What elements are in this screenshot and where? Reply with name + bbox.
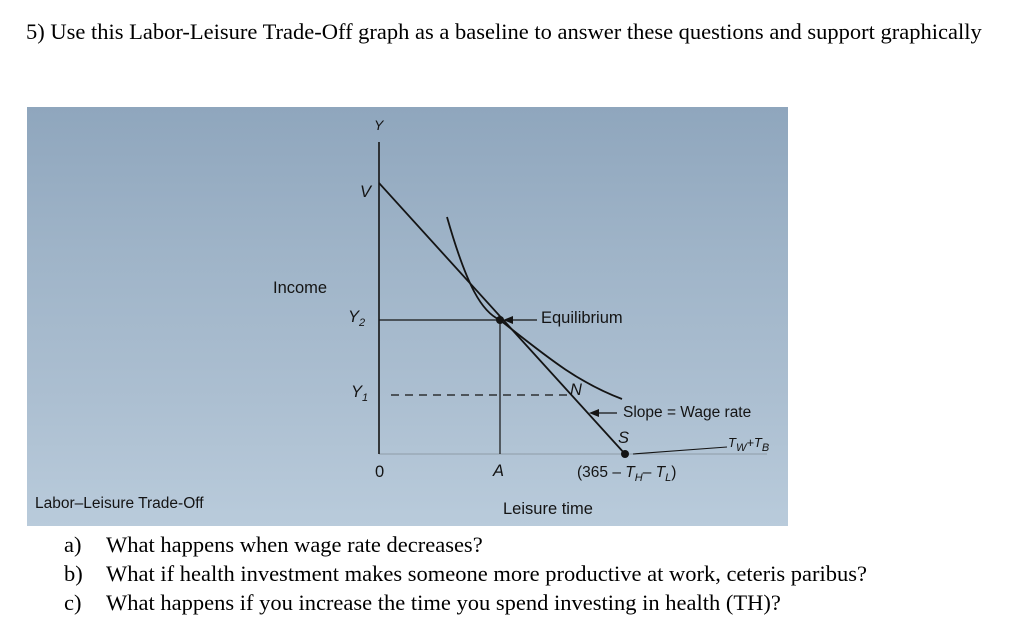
question-item [64, 588, 867, 617]
question-text: What happens if you increase the time you spend investing in health (TH)? [106, 590, 781, 615]
question-heading: 5) Use this Labor-Leisure Trade-Off graph as a baseline to answer these questions and support graphically [26, 19, 982, 44]
y2-label: $Y_2$ [348, 308, 366, 329]
equilibrium-point [496, 316, 504, 324]
y-axis-letter: Y [374, 117, 384, 133]
indifference-curve [447, 217, 622, 399]
question-marker: b) [64, 561, 83, 586]
question-item [64, 530, 867, 559]
point-n-label: N [570, 381, 582, 399]
question-text: What if health investment makes someone more productive at work, ceteris paribus? [106, 561, 868, 586]
question-list [64, 530, 867, 617]
point-a-label: A [493, 462, 505, 480]
equilibrium-label: Equilibrium [541, 309, 623, 327]
point-s-label: S [618, 429, 630, 447]
question-marker: c) [64, 590, 82, 615]
question-text: What happens when wage rate decreases? [106, 532, 483, 557]
y1-label: $Y_1$ [351, 383, 369, 404]
question-item [64, 559, 867, 588]
labor-leisure-diagram [27, 107, 788, 526]
income-label: Income [273, 279, 328, 297]
question-marker: a) [64, 532, 82, 557]
x-axis-label: Leisure time [503, 500, 593, 518]
point-v-label: V [360, 183, 372, 201]
tw-line [633, 447, 727, 454]
max-leisure-label: ($365 - T_H-$ $T_L$) [577, 464, 677, 484]
origin-label: 0 [375, 463, 385, 481]
tw-tb-label: $T_W+T_B$ [728, 435, 770, 454]
point-s-dot [621, 450, 629, 458]
figure-caption: Labor–Leisure Trade-Off [35, 495, 204, 512]
slope-label: Slope = Wage rate [623, 404, 752, 421]
